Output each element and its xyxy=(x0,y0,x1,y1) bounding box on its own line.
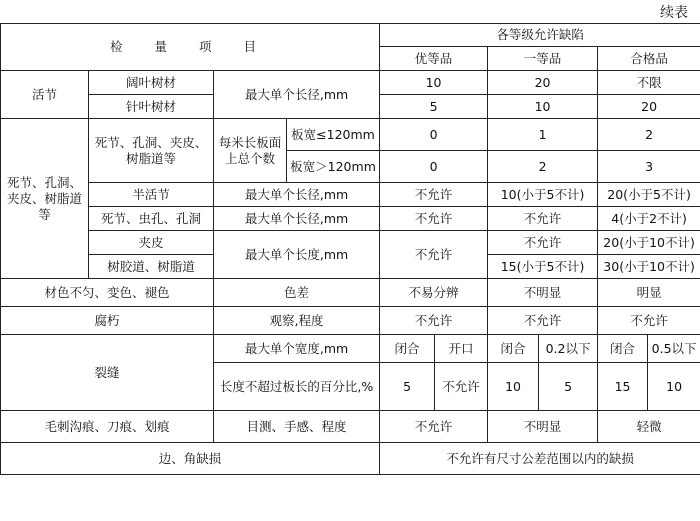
table-cell: 30(小于10不计) xyxy=(598,255,700,279)
dead-knot-item: 死节、孔洞、夹皮、树脂道等 xyxy=(89,119,214,183)
edge-corner-item: 边、角缺损 xyxy=(1,443,380,475)
dead-knot-wormhole-item: 死节、虫孔、孔洞 xyxy=(89,207,214,231)
table-cell: 0.5以下 xyxy=(648,335,700,363)
count-per-meter-measure: 每米长板面上总个数 xyxy=(214,119,287,183)
table-cell: 不明显 xyxy=(488,411,598,443)
table-cell: 20 xyxy=(488,71,598,95)
table-cell: 不限 xyxy=(598,71,700,95)
table-cell: 不允许 xyxy=(488,231,598,255)
crack-item: 裂缝 xyxy=(1,335,214,411)
table-cell: 轻微 xyxy=(598,411,700,443)
table-cell: 不允许 xyxy=(380,411,488,443)
table-cell: 20(小于10不计) xyxy=(598,231,700,255)
table-cell: 0 xyxy=(380,119,488,151)
live-knot-measure: 最大单个长径,mm xyxy=(214,71,380,119)
table-cell: 2 xyxy=(598,119,700,151)
table-cell: 不易分辨 xyxy=(380,279,488,307)
width-le-120-label: 板宽≤120mm xyxy=(287,119,380,151)
crack-length-measure: 长度不超过板长的百分比,% xyxy=(214,363,380,411)
table-cell: 10 xyxy=(488,95,598,119)
decay-item: 腐朽 xyxy=(1,307,214,335)
table-cell: 10 xyxy=(648,363,700,411)
header-grade-premium: 优等品 xyxy=(380,47,488,71)
table-cell: 2 xyxy=(488,151,598,183)
table-cell: 不允许 xyxy=(380,207,488,231)
discolor-item: 材色不匀、变色、褪色 xyxy=(1,279,214,307)
discolor-measure: 色差 xyxy=(214,279,380,307)
table-cell: 不允许 xyxy=(380,183,488,207)
header-grade-first: 一等品 xyxy=(488,47,598,71)
crack-width-measure: 最大单个宽度,mm xyxy=(214,335,380,363)
table-cell: 5 xyxy=(539,363,598,411)
table-continued-caption: 续表 xyxy=(660,5,688,21)
table-cell: 15(小于5不计) xyxy=(488,255,598,279)
table-cell: 4(小于2不计) xyxy=(598,207,700,231)
edge-corner-value: 不允许有尺寸公差范围以内的缺损 xyxy=(380,443,700,475)
table-cell: 10 xyxy=(380,71,488,95)
resin-canal-item: 树胶道、树脂道 xyxy=(89,255,214,279)
live-knot-label: 活节 xyxy=(1,71,89,119)
header-item: 检 量 项 目 xyxy=(1,24,380,71)
table-cell: 0.2以下 xyxy=(539,335,598,363)
table-cell: 闭合 xyxy=(598,335,648,363)
table-cell: 开口 xyxy=(435,335,488,363)
width-gt-120-label: 板宽＞120mm xyxy=(287,151,380,183)
table-cell: 10(小于5不计) xyxy=(488,183,598,207)
defect-grade-table xyxy=(0,23,700,475)
table-cell: 不允许 xyxy=(380,307,488,335)
burr-scratch-measure: 目测、手感、程度 xyxy=(214,411,380,443)
dead-worm-measure: 最大单个长径,mm xyxy=(214,207,380,231)
header-grade-group: 各等级允许缺陷 xyxy=(380,24,700,47)
table-cell: 不允许 xyxy=(488,307,598,335)
bark-item: 夹皮 xyxy=(89,231,214,255)
table-cell: 不允许 xyxy=(598,307,700,335)
table-cell: 不明显 xyxy=(488,279,598,307)
table-cell: 闭合 xyxy=(380,335,435,363)
table-cell: 3 xyxy=(598,151,700,183)
semi-live-measure: 最大单个长径,mm xyxy=(214,183,380,207)
decay-measure: 观察,程度 xyxy=(214,307,380,335)
table-cell: 10 xyxy=(488,363,539,411)
table-cell: 不允许 xyxy=(488,207,598,231)
table-cell: 0 xyxy=(380,151,488,183)
header-grade-qualified: 合格品 xyxy=(598,47,700,71)
table-cell: 15 xyxy=(598,363,648,411)
table-cell: 不允许 xyxy=(435,363,488,411)
table-cell: 不允许 xyxy=(380,231,488,279)
semi-live-knot-item: 半活节 xyxy=(89,183,214,207)
table-cell: 1 xyxy=(488,119,598,151)
bark-resin-measure: 最大单个长度,mm xyxy=(214,231,380,279)
table-cell: 20 xyxy=(598,95,700,119)
table-cell: 明显 xyxy=(598,279,700,307)
table-cell: 闭合 xyxy=(488,335,539,363)
burr-scratch-item: 毛刺沟痕、刀痕、划痕 xyxy=(1,411,214,443)
table-cell: 5 xyxy=(380,363,435,411)
hardwood-label: 阔叶树材 xyxy=(89,71,214,95)
table-cell: 20(小于5不计) xyxy=(598,183,700,207)
defect-group-label: 死节、孔洞、夹皮、树脂道等 xyxy=(1,119,89,279)
softwood-label: 针叶树材 xyxy=(89,95,214,119)
table-cell: 5 xyxy=(380,95,488,119)
